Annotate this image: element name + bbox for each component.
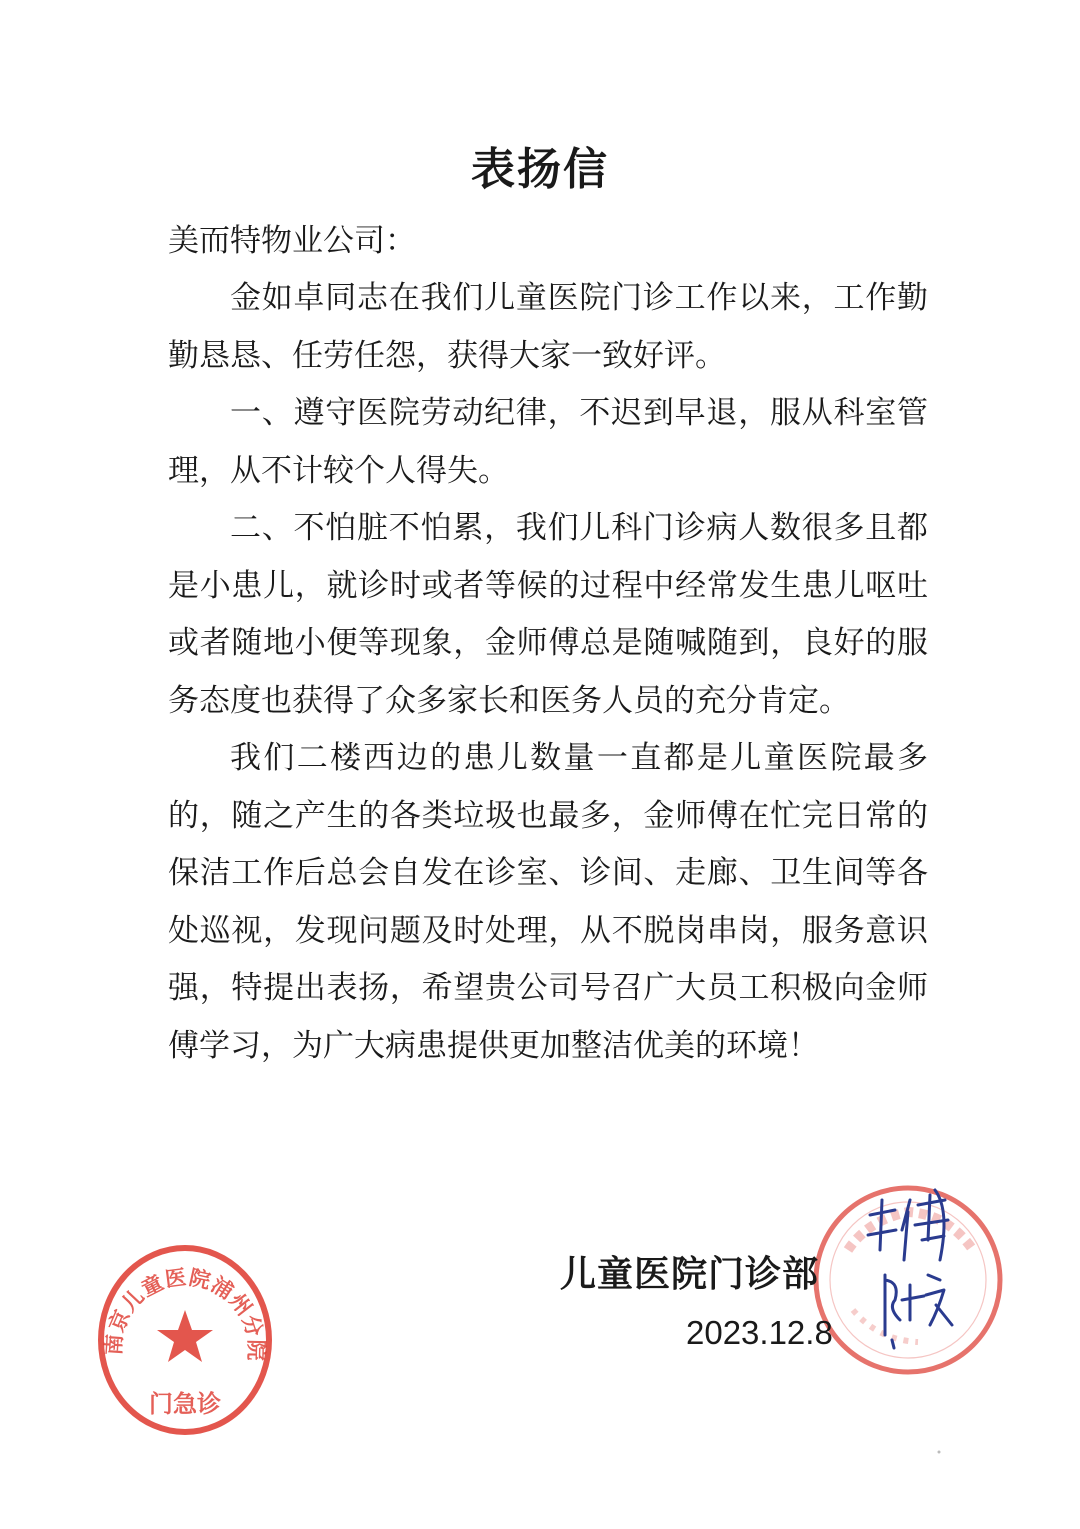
- handwritten-signature: [840, 1170, 1040, 1370]
- paragraph: 一、遵守医院劳动纪律，不迟到早退，服从科室管理，从不计较个人得失。: [168, 395, 928, 489]
- official-seal-left: [90, 1240, 280, 1440]
- seal-left-bottom-text: 门急诊: [149, 1390, 221, 1418]
- star-icon: [157, 1310, 213, 1362]
- signature-graphic: [840, 1170, 1040, 1370]
- paragraph: 金如卓同志在我们儿童医院门诊工作以来，工作勤勤恳恳、任劳任怨，获得大家一致好评。: [168, 280, 928, 374]
- letter-date: 2023.12.8: [686, 1314, 833, 1351]
- scan-speck: [936, 1440, 942, 1446]
- letter-salutation: 美而特物业公司：: [168, 223, 416, 259]
- seal-left-graphic: [90, 1240, 280, 1440]
- letter-body: [168, 270, 928, 1075]
- seal-left-arc-text: 南京儿童医院浦州分院: [101, 1265, 269, 1362]
- paragraph: 二、不怕脏不怕累，我们儿科门诊病人数很多且都是小患儿，就诊时或者等候的过程中经常发生患儿呕吐或者随地小便等现象，金师傅总是随喊随到，良好的服务态度也获得了众多家长和医务人员的充分肯定。: [168, 510, 928, 719]
- signoff-department: 儿童医院门诊部: [560, 1254, 820, 1295]
- letter-title: 表扬信: [471, 144, 609, 195]
- paragraph: 我们二楼西边的患儿数量一直都是儿童医院最多的，随之产生的各类垃圾也最多，金师傅在忙完日常的保洁工作后总会自发在诊室、诊间、走廊、卫生间等各处巡视，发现问题及时处理，从不脱岗串岗，服务意识强，特提出表扬，希望贵公司号召广大员工积极向金师傅学习，为广大病患提供更加整洁优美的环境！: [168, 740, 928, 1064]
